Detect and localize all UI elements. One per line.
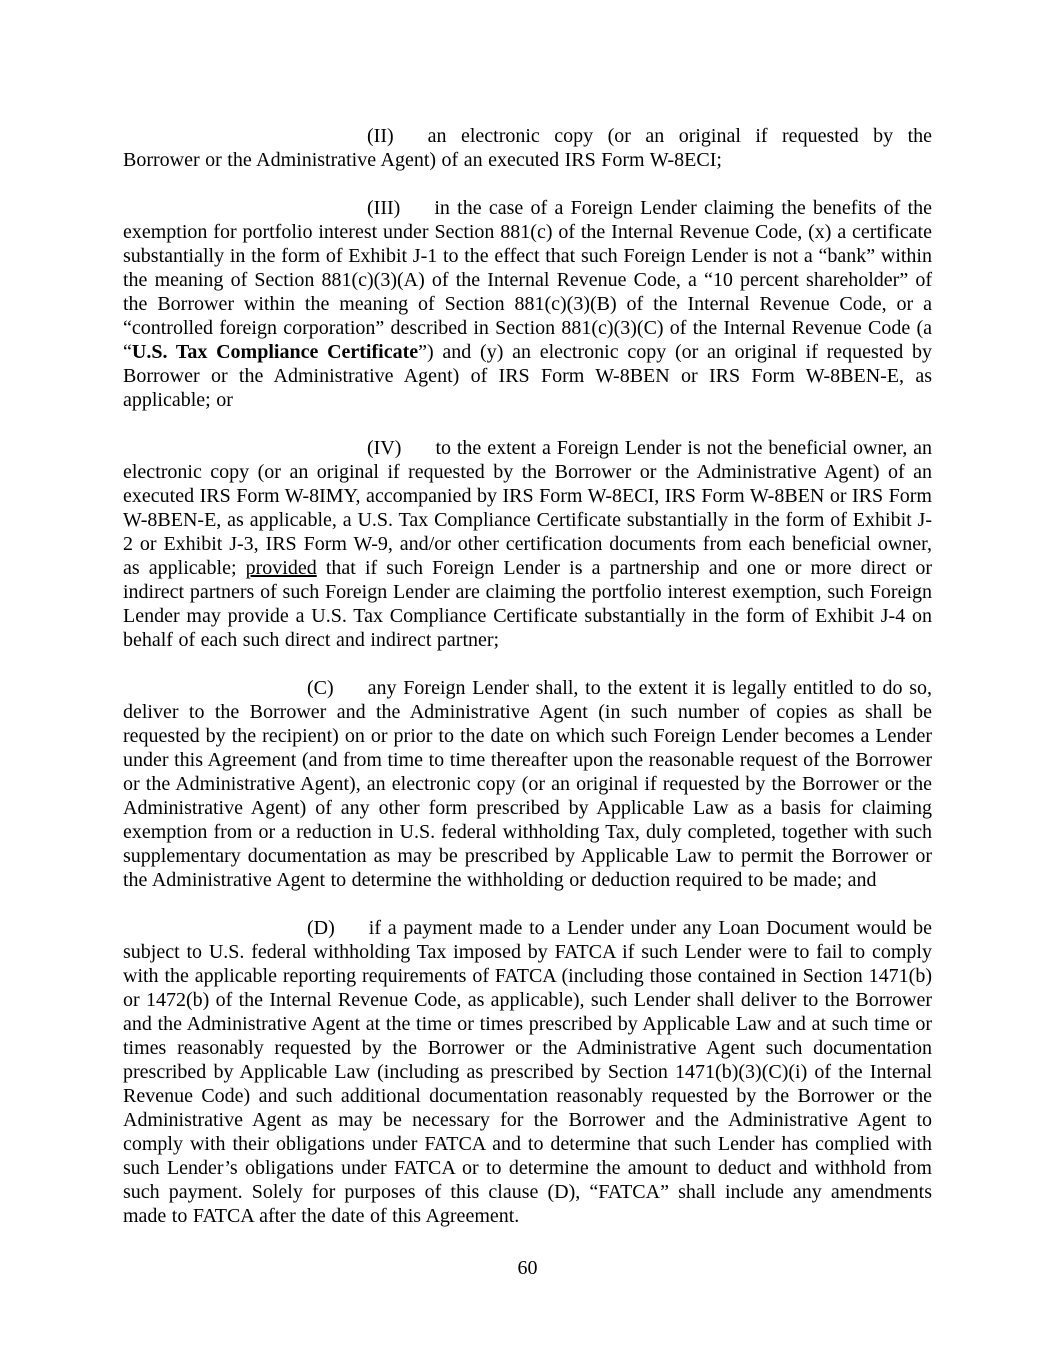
clause-d-text: if a payment made to a Lender under any Loan Document would be subject to U.S. federal withholding Tax imposed by FATCA if such Lender were to fail to comply with the applicable reporting requirements of FATCA (including those contained in Section 1471(b) or 1472(b) of the Internal Revenue Code, as applicable), such Lender shall deliver to the Borrower and the Administrative Agent at the time or times prescribed by Applicable Law and at such time or times reasonably requested by the Borrower or the Administrative Agent such documentation prescribed by Applicable Law (including as prescribed by Section 1471(b)(3)(C)(i) of the Internal Revenue Code) and such additional documentation reasonably requested by the Borrower or the Administrative Agent as may be necessary for the Borrower and the Administrative Agent to comply with their obligations under FATCA and to determine that such Lender has complied with such Lender’s obligations under FATCA or to determine the amount to deduct and withhold from such payment. Solely for purposes of this clause (D), “FATCA” shall include any amendments made to FATCA after the date of this Agreement. bbox=[123, 917, 932, 1227]
paragraph-clause-iv bbox=[123, 436, 932, 652]
clause-iii-text-2: ”) and (y) an electronic copy (or an original if requested by Borrower or the Administrative Agent) of IRS Form W-8BEN or IRS Form W-8BEN-E, as applicable; or bbox=[123, 341, 932, 411]
clause-iv-text-1: to the extent a Foreign Lender is not the beneficial owner, an electronic copy (or an original if requested by the Borrower or the Administrative Agent) of an executed IRS Form W-8IMY, accompanied by IRS Form W-8ECI, IRS Form W-8BEN or IRS Form W-8BEN-E, as applicable, a U.S. Tax Compliance Certificate substantially in the form of Exhibit J-2 or Exhibit J-3, IRS Form W-9, and/or other certification documents from each beneficial owner, as applicable; bbox=[123, 437, 932, 579]
paragraph-clause-c bbox=[123, 676, 932, 892]
clause-iii-text-1: in the case of a Foreign Lender claiming the benefits of the exemption for portfolio interest under Section 881(c) of the Internal Revenue Code, (x) a certificate substantially in the form of Exhibit J-1 to the effect that such Foreign Lender is not a “bank” within the meaning of Section 881(c)(3)(A) of the Internal Revenue Code, a “10 percent shareholder” of the Borrower within the meaning of Section 881(c)(3)(B) of the Internal Revenue Code, or a “controlled foreign corporation” described in Section 881(c)(3)(C) of the Internal Revenue Code (a “ bbox=[123, 197, 932, 363]
paragraph-clause-ii bbox=[123, 124, 932, 172]
clause-iv-label: (IV) bbox=[367, 437, 402, 459]
clause-d-label: (D) bbox=[307, 917, 335, 939]
clause-c-label: (C) bbox=[307, 677, 334, 699]
clause-ii-label: (II) bbox=[367, 125, 394, 147]
paragraph-clause-d bbox=[123, 916, 932, 1228]
clause-ii-text: an electronic copy (or an original if requested by the Borrower or the Administrative Agent) of an executed IRS Form W-8ECI; bbox=[123, 125, 932, 171]
document-body bbox=[123, 124, 932, 1252]
clause-c-text: any Foreign Lender shall, to the extent it is legally entitled to do so, deliver to the Borrower and the Administrative Agent (in such number of copies as shall be requested by the recipient) on or prior to the date on which such Foreign Lender becomes a Lender under this Agreement (and from time to time thereafter upon the reasonable request of the Borrower or the Administrative Agent), an electronic copy (or an original if requested by the Borrower or the Administrative Agent) of any other form prescribed by Applicable Law as a basis for claiming exemption from or a reduction in U.S. federal withholding Tax, duly completed, together with such supplementary documentation as may be prescribed by Applicable Law to permit the Borrower or the Administrative Agent to determine the withholding or deduction required to be made; and bbox=[123, 677, 932, 891]
clause-iii-label: (III) bbox=[367, 197, 401, 219]
defined-term-us-tax-compliance-certificate: U.S. Tax Compliance Certificate bbox=[131, 341, 419, 363]
paragraph-clause-iii bbox=[123, 196, 932, 412]
proviso-term-provided: provided bbox=[245, 557, 317, 579]
page-number: 60 bbox=[517, 1257, 538, 1279]
clause-iv-text-2: that if such Foreign Lender is a partnership and one or more direct or indirect partners of such Foreign Lender are claiming the portfolio interest exemption, such Foreign Lender may provide a U.S. Tax Compliance Certificate substantially in the form of Exhibit J-4 on behalf of each such direct and indirect partner; bbox=[123, 557, 932, 651]
